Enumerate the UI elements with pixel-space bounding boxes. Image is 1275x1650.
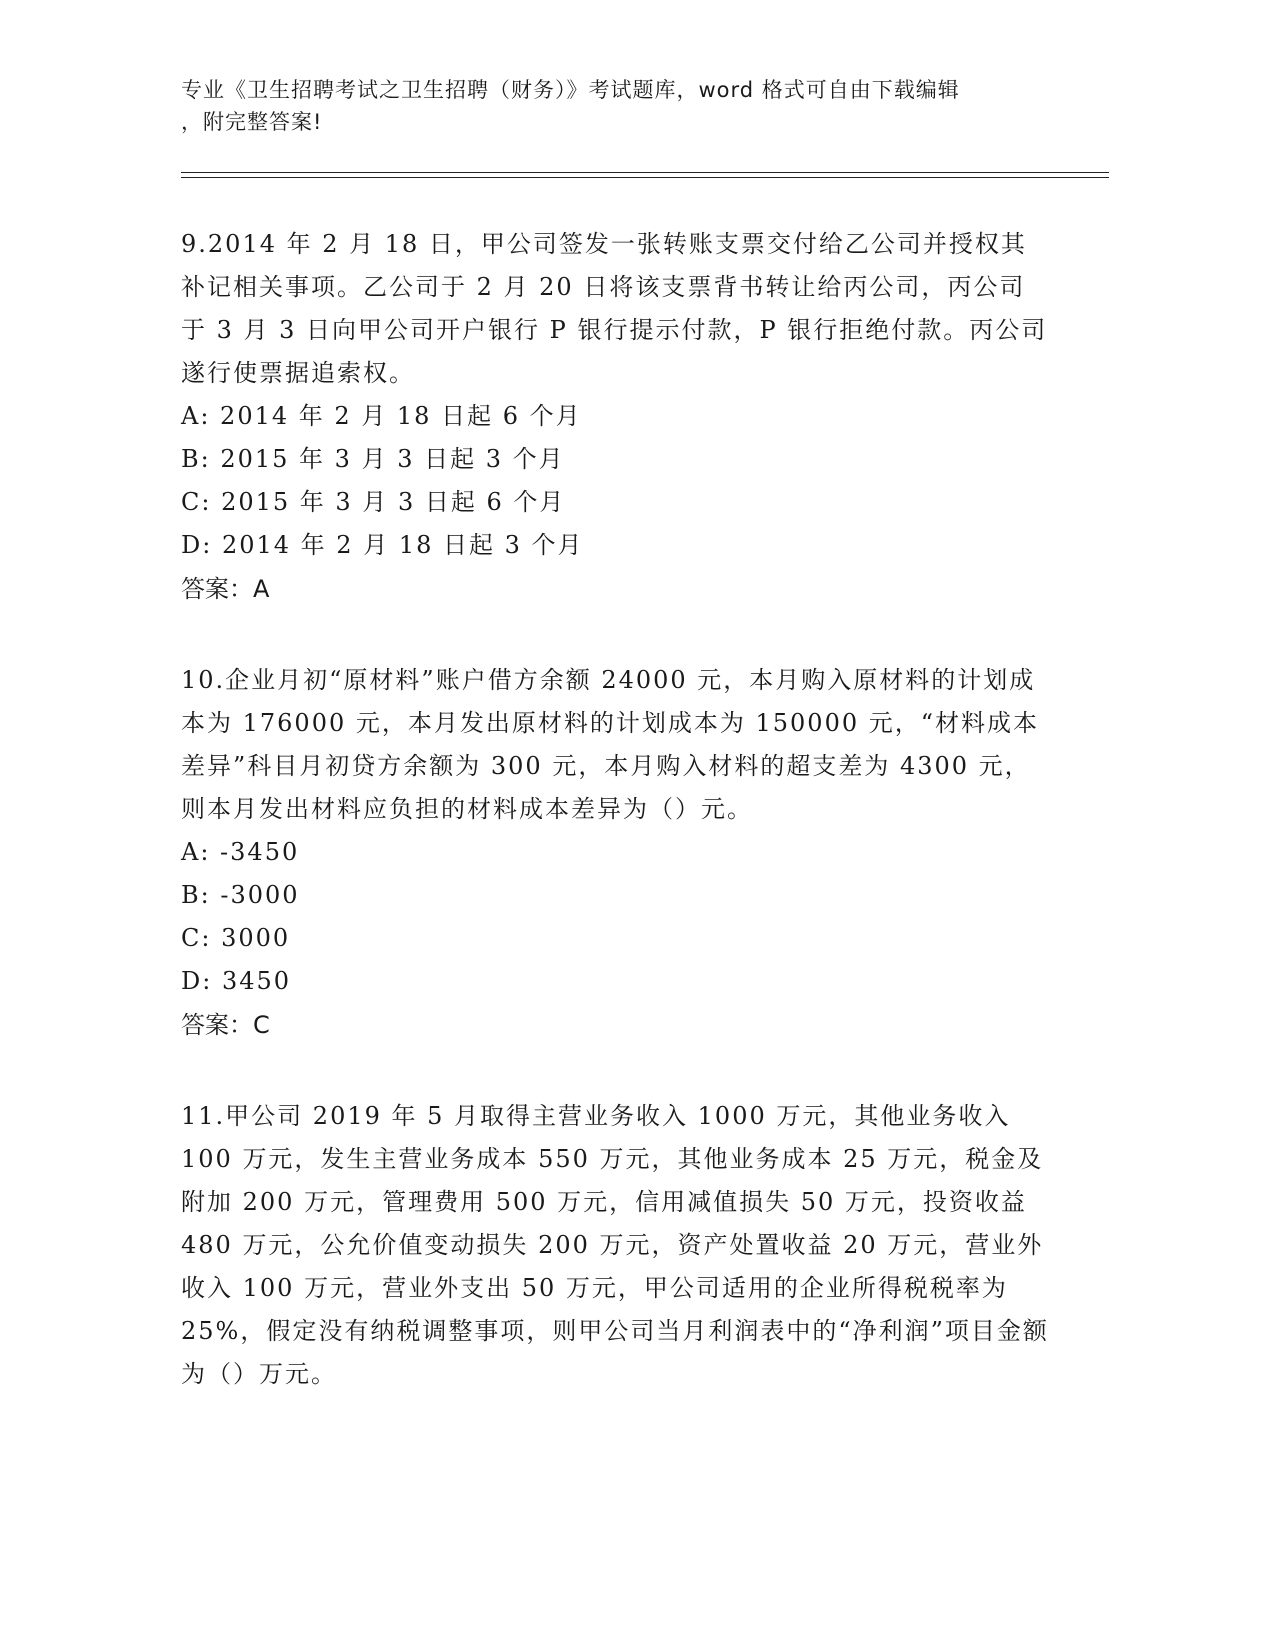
option-c: C: 3000 <box>181 924 291 952</box>
option-c: C: 2015 年 3 月 3 日起 6 个月 <box>181 488 566 516</box>
question-block <box>181 1095 1051 1396</box>
question-block <box>181 223 1051 611</box>
header-note-line-2: ，附完整答案! <box>181 110 323 134</box>
option-a: A: 2014 年 2 月 18 日起 6 个月 <box>181 402 582 430</box>
option-a: A: -3450 <box>181 838 300 866</box>
question-answer: 答案：A <box>181 575 270 603</box>
question-options <box>181 395 1051 567</box>
question-block <box>181 659 1051 1047</box>
question-stem: 10.企业月初“原材料”账户借方余额 24000 元，本月购入原材料的计划成本为 176000 元，本月发出原材料的计划成本为 150000 元，“材料成本差异”科目月初贷方余额为 300 元，本月购入材料的超支差为 4300 元，则本月发出材料应负担的材料成本差异为（）元。 <box>181 666 1040 823</box>
question-stem: 11.甲公司 2019 年 5 月取得主营业务收入 1000 万元，其他业务收入 100 万元，发生主营业务成本 550 万元，其他业务成本 25 万元，税金及附加 200 万元，管理费用 500 万元，信用减值损失 50 万元，投资收益 480 万元，公允价值变动损失 200 万元，资产处置收益 20 万元，营业外收入 100 万元，营业外支出 50 万元，甲公司适用的企业所得税税率为 25%，假定没有纳税调整事项，则甲公司当月利润表中的“净利润”项目金额为（）万元。 <box>181 1102 1049 1388</box>
option-d: D: 3450 <box>181 967 292 995</box>
option-b: B: -3000 <box>181 881 300 909</box>
option-b: B: 2015 年 3 月 3 日起 3 个月 <box>181 445 565 473</box>
question-stem: 9.2014 年 2 月 18 日，甲公司签发一张转账支票交付给乙公司并授权其补记相关事项。乙公司于 2 月 20 日将该支票背书转让给丙公司，丙公司于 3 月 3 日向甲公司开户银行 P 银行提示付款，P 银行拒绝付款。丙公司遂行使票据追索权。 <box>181 230 1048 387</box>
header-divider-top <box>181 172 1109 173</box>
header-note-line-1: 专业《卫生招聘考试之卫生招聘（财务）》考试题库，word 格式可自由下载编辑 <box>181 78 960 102</box>
header-divider-bottom <box>181 177 1109 178</box>
question-options <box>181 831 1051 1003</box>
question-answer: 答案：C <box>181 1011 270 1039</box>
option-d: D: 2014 年 2 月 18 日起 3 个月 <box>181 531 584 559</box>
document-header-note <box>181 74 1061 138</box>
